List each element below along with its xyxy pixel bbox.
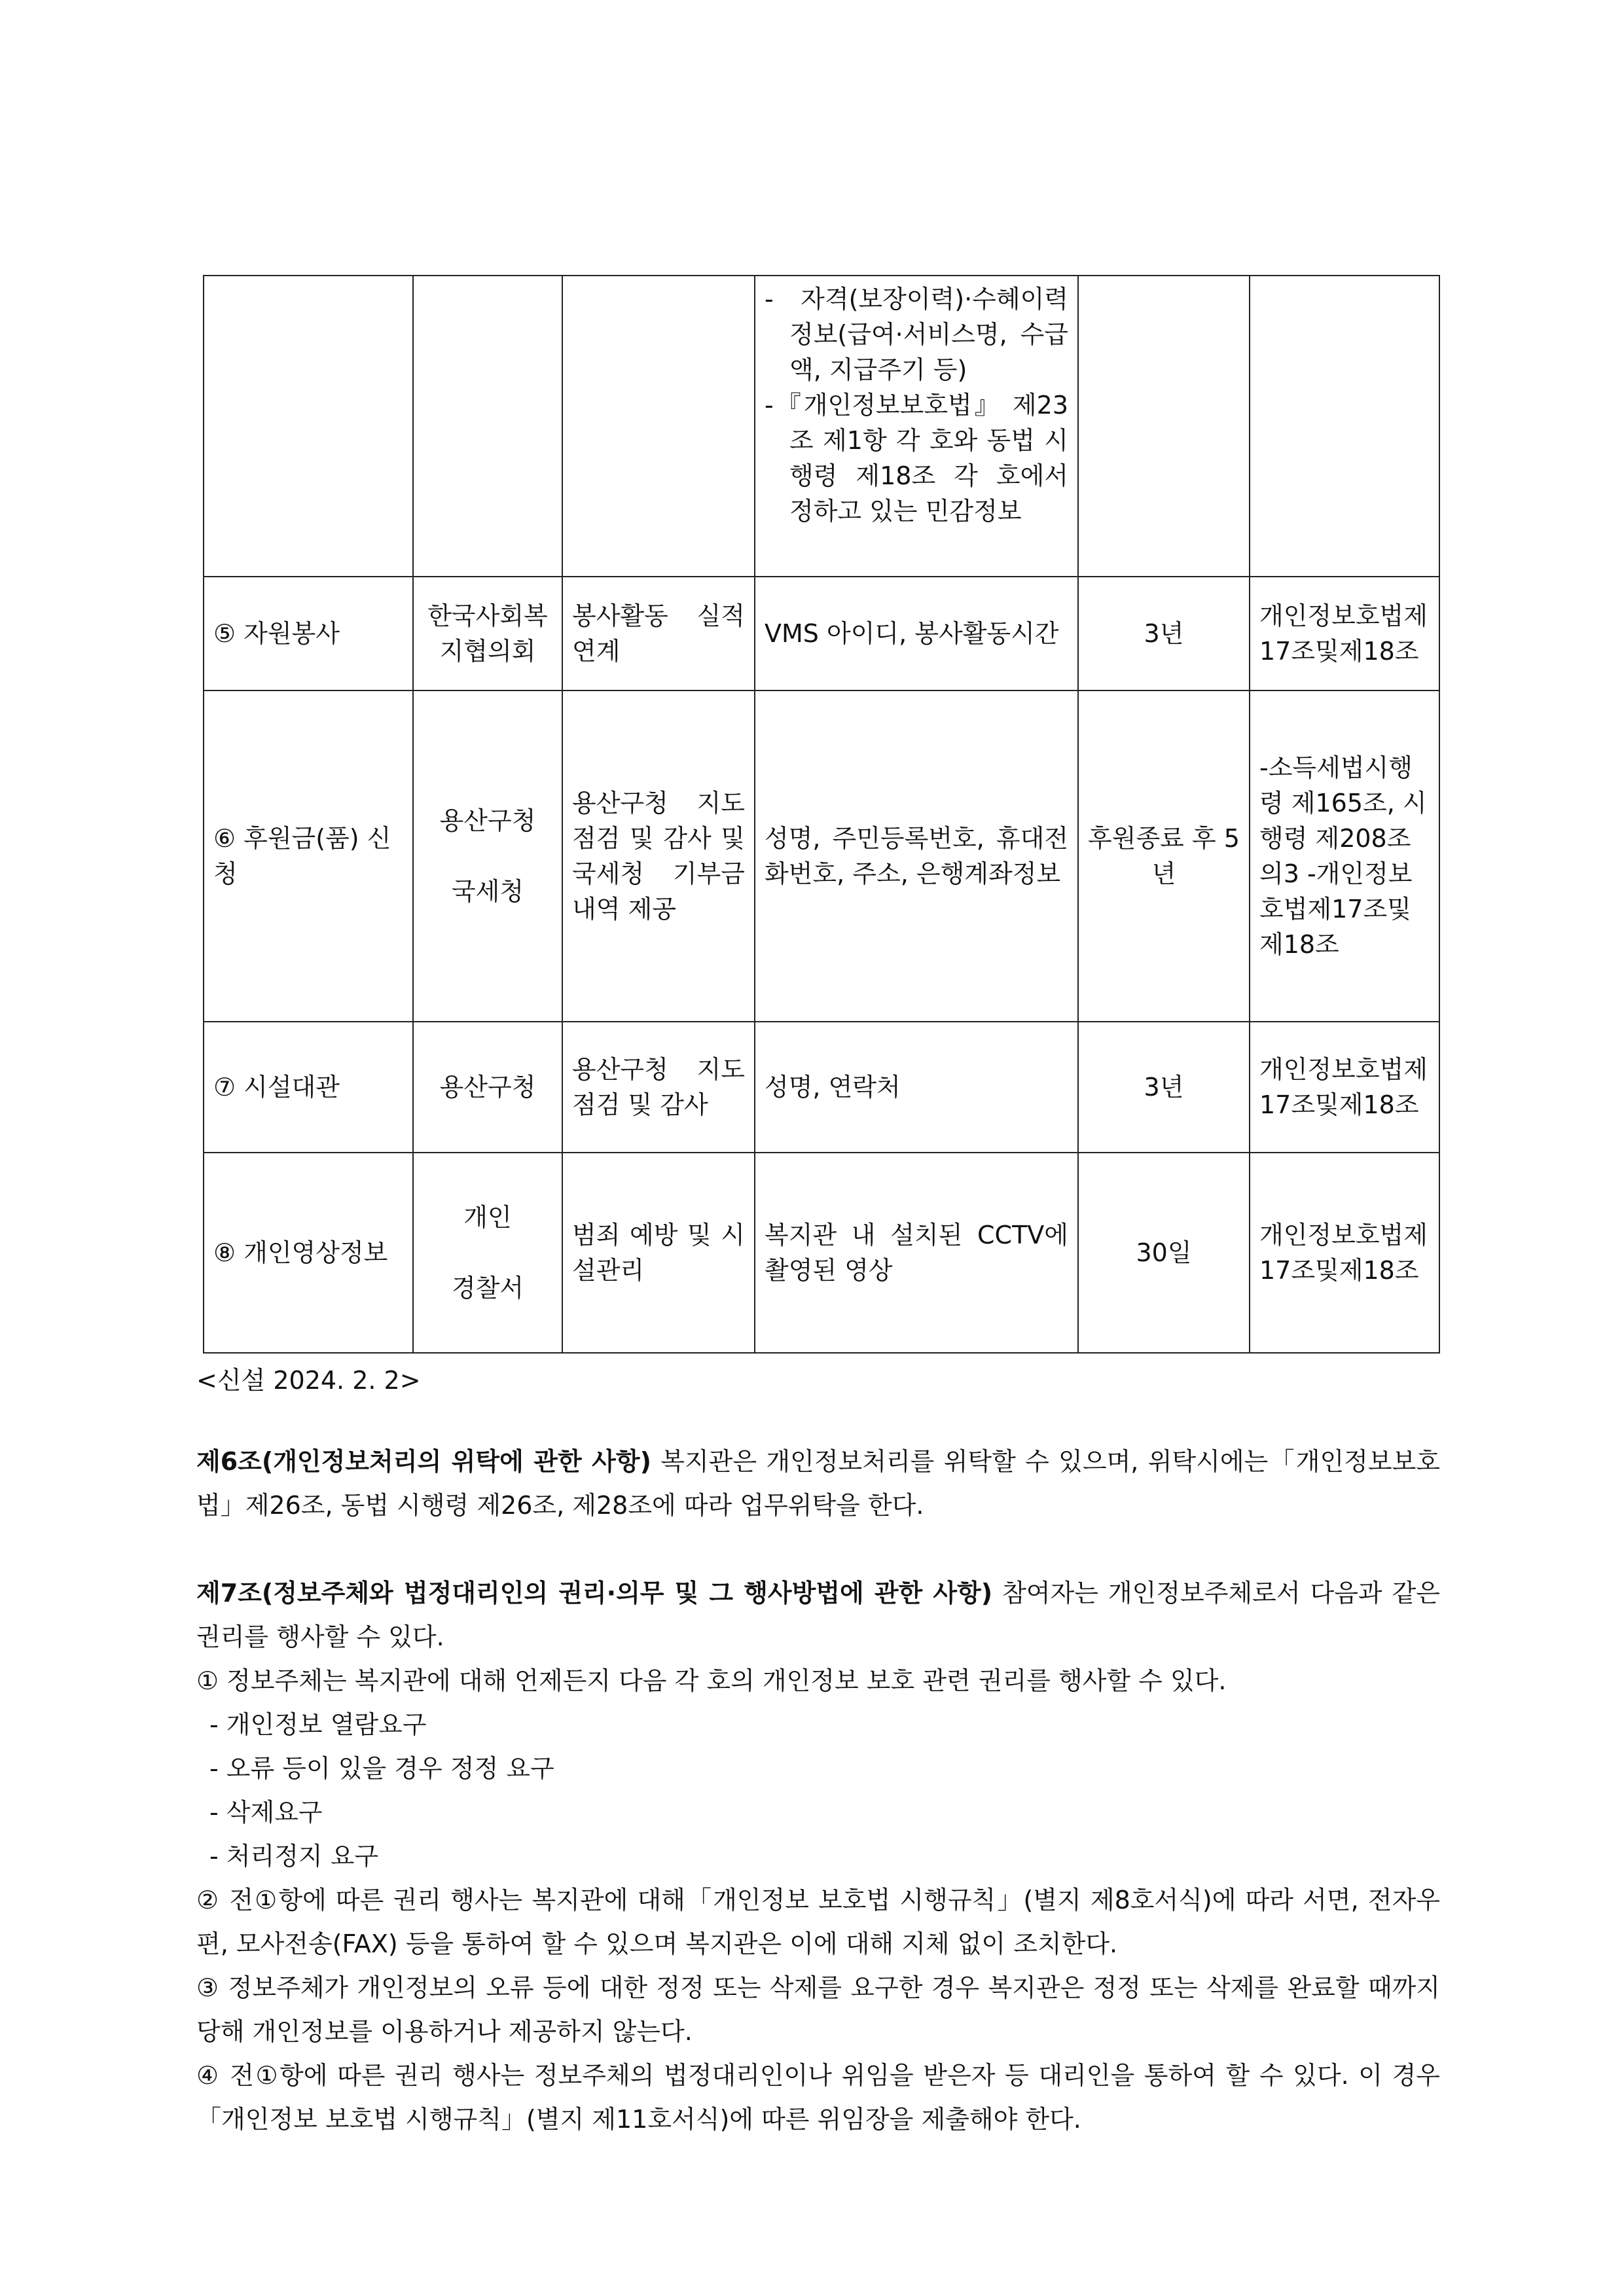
- row-purpose: 용산구청 지도점검 및 감사 및 국세청 기부금내역 제공: [562, 691, 755, 1022]
- recipient-line: 경찰서: [451, 1274, 524, 1302]
- article-6: [196, 1440, 1440, 1528]
- table-row: [204, 691, 1439, 1022]
- row-name: ⑥ 후원금(품) 신청: [204, 691, 413, 1022]
- row-basis: 개인정보호법제17조및제18조: [1250, 1022, 1439, 1153]
- table-row: [204, 276, 1439, 577]
- table-row: [204, 1022, 1439, 1153]
- row-items: 성명, 연락처: [755, 1022, 1078, 1153]
- row-name: ⑧ 개인영상정보: [204, 1153, 413, 1353]
- sensitive-info-list: [765, 281, 1068, 529]
- table-row: [204, 577, 1439, 691]
- row-basis: -소득세법시행령 제165조, 시행령 제208조의3 -개인정보호법제17조및제18조: [1250, 691, 1439, 1022]
- list-item: - 오류 등이 있을 경우 정정 요구: [209, 1754, 554, 1783]
- amendment-note: <신설 2024. 2. 2>: [196, 1366, 421, 1395]
- table-cell: [1078, 276, 1250, 577]
- article-body: [196, 1440, 1440, 2142]
- row-items: 복지관 내 설치된 CCTV에 촬영된 영상: [755, 1153, 1078, 1353]
- article-6-title: 제6조(개인정보처리의 위탁에 관한 사항): [196, 1447, 651, 1476]
- recipient-line: 용산구청: [439, 806, 536, 835]
- row-basis: 개인정보호법제17조및제18조: [1250, 577, 1439, 691]
- list-item: -『개인정보보호법』 제23조 제1항 각 호와 동법 시행령 제18조 각 호에서 정하고 있는 민감정보: [765, 391, 1068, 526]
- article-7-para-2: ② 전①항에 따른 권리 행사는 복지관에 대해「개인정보 보호법 시행규칙」(별지 제8호서식)에 따라 서면, 전자우편, 모사전송(FAX) 등을 통하여 할 수 있으며 복지관은 이에 대해 지체 없이 조치한다.: [196, 1886, 1440, 1958]
- row-purpose: 봉사활동 실적연계: [562, 577, 755, 691]
- list-item: - 자격(보장이력)·수혜이력정보(급여·서비스명, 수급액, 지급주기 등): [765, 285, 1068, 384]
- article-7-title: 제7조(정보주체와 법정대리인의 권리·의무 및 그 행사방법에 관한 사항): [196, 1579, 993, 1607]
- table-cell: [562, 276, 755, 577]
- table-cell: [204, 276, 413, 577]
- list-item: - 처리정지 요구: [209, 1842, 379, 1871]
- table-cell: [413, 276, 562, 577]
- row-name: ⑦ 시설대관: [204, 1022, 413, 1153]
- article-7: [196, 1571, 1440, 1659]
- privacy-provision-table: [203, 275, 1440, 1354]
- row-recipient: [413, 1153, 562, 1353]
- row-recipient: 한국사회복지협의회: [413, 577, 562, 691]
- article-7-para-1: ① 정보주체는 복지관에 대해 언제든지 다음 각 호의 개인정보 보호 관련 권리를 행사할 수 있다.: [196, 1666, 1227, 1695]
- row-basis: 개인정보호법제17조및제18조: [1250, 1153, 1439, 1353]
- table-row: [204, 1153, 1439, 1353]
- recipient-line: 국세청: [451, 877, 524, 906]
- row-period: 3년: [1078, 1022, 1250, 1153]
- row-period: 후원종료 후 5년: [1078, 691, 1250, 1022]
- paragraph-spacer: [196, 1528, 1440, 1571]
- table-cell: [755, 276, 1078, 577]
- row-recipient: [413, 691, 562, 1022]
- article-6-text: 복지관은 개인정보처리를 위탁할 수 있으며, 위탁시에는「개인정보보호법」제26조, 동법 시행령 제26조, 제28조에 따라 업무위탁을 한다.: [196, 1447, 1440, 1520]
- row-period: 3년: [1078, 577, 1250, 691]
- row-recipient: 용산구청: [413, 1022, 562, 1153]
- list-item: - 삭제요구: [209, 1798, 323, 1827]
- recipient-line: 개인: [463, 1203, 512, 1232]
- row-items: VMS 아이디, 봉사활동시간: [755, 577, 1078, 691]
- row-purpose: 범죄 예방 및 시설관리: [562, 1153, 755, 1353]
- list-item: - 개인정보 열람요구: [209, 1710, 427, 1739]
- article-7-para-4: ④ 전①항에 따른 권리 행사는 정보주체의 법정대리인이나 위임을 받은자 등 대리인을 통하여 할 수 있다. 이 경우「개인정보 보호법 시행규칙」(별지 제11호서식)에 따른 위임장을 제출해야 한다.: [196, 2061, 1440, 2134]
- row-name: ⑤ 자원봉사: [204, 577, 413, 691]
- table-cell: [1250, 276, 1439, 577]
- row-purpose: 용산구청 지도점검 및 감사: [562, 1022, 755, 1153]
- article-7-text: 참여자는 개인정보주체로서 다음과 같은 권리를 행사할 수 있다.: [196, 1579, 1440, 1651]
- row-period: 30일: [1078, 1153, 1250, 1353]
- article-7-para-3: ③ 정보주체가 개인정보의 오류 등에 대한 정정 또는 삭제를 요구한 경우 복지관은 정정 또는 삭제를 완료할 때까지 당해 개인정보를 이용하거나 제공하지 않는다.: [196, 1973, 1440, 2046]
- row-items: 성명, 주민등록번호, 휴대전화번호, 주소, 은행계좌정보: [755, 691, 1078, 1022]
